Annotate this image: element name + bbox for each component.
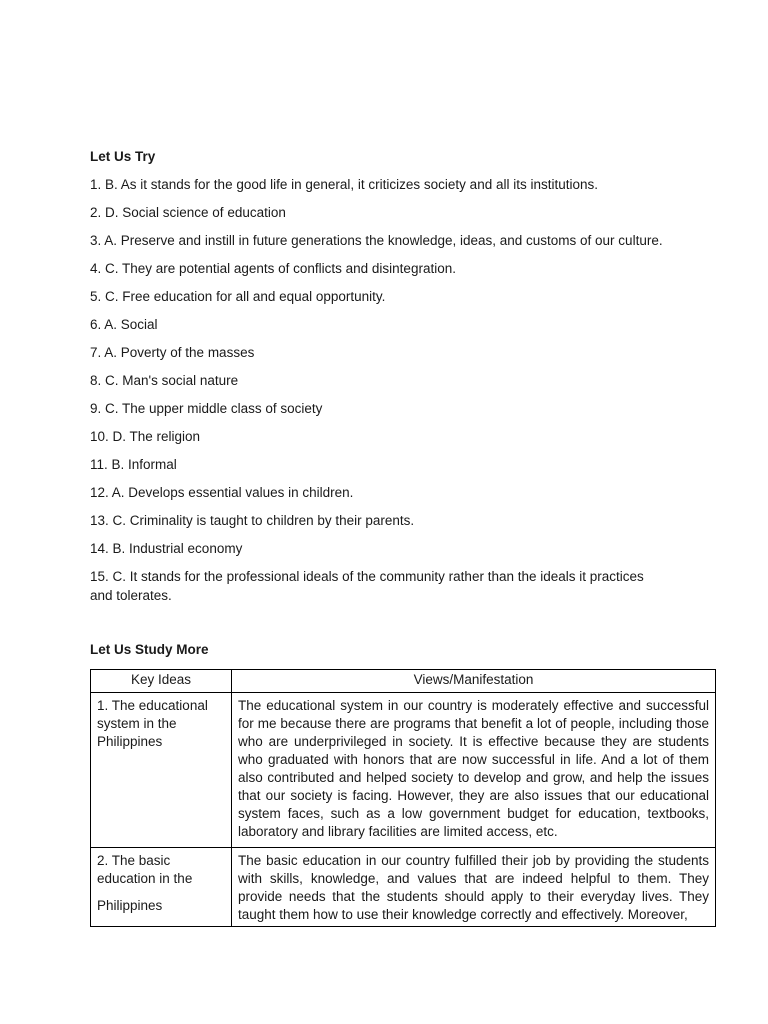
table-row	[91, 693, 716, 848]
key-idea-text-continued: Philippines	[97, 898, 163, 913]
column-header-views: Views/Manifestation	[232, 670, 716, 693]
answer-item: 7. A. Poverty of the masses	[90, 345, 255, 360]
answer-item: 14. B. Industrial economy	[90, 541, 243, 556]
answer-item: 10. D. The religion	[90, 429, 201, 444]
key-ideas-table	[90, 669, 716, 927]
answer-item: 15. C. It stands for the professional ideals of the community rather than the ideals it practices and tolerates.	[90, 569, 644, 603]
answer-item: 1. B. As it stands for the good life in general, it criticizes society and all its institutions.	[90, 177, 598, 192]
answer-item: 9. C. The upper middle class of society	[90, 401, 323, 416]
view-cell: The basic education in our country fulfilled their job by providing the students with skills, knowledge, and values that are indeed helpful to them. They provide needs that the students should apply to their everyday lives. They taught them how to use their knowledge correctly and effectively. Moreover,	[232, 848, 716, 927]
let-us-try-section	[90, 148, 715, 615]
key-idea-cell	[91, 848, 232, 927]
answer-list	[90, 176, 715, 605]
answer-item: 12. A. Develops essential values in children.	[90, 485, 354, 500]
key-idea-cell: 1. The educational system in the Philippines	[91, 693, 232, 848]
table-row	[91, 848, 716, 927]
answer-item: 2. D. Social science of education	[90, 205, 286, 220]
answer-item: 8. C. Man's social nature	[90, 373, 239, 388]
view-cell: The educational system in our country is moderately effective and successful for me because there are programs that benefit a lot of people, including those who are underprivileged in society. It is effective because they are students who graduated with honors that are now successful in life. And a lot of them also contributed and helped society to develop and grow, and help the issues that our society is facing. However, they are also issues that our educational system faces, such as a low government budget for education, textbooks, laboratory and library facilities are limited access, etc.	[232, 693, 716, 848]
answer-item: 4. C. They are potential agents of conflicts and disintegration.	[90, 261, 456, 276]
table-header-row	[91, 670, 716, 693]
answer-item: 11. B. Informal	[90, 457, 177, 472]
answer-item: 6. A. Social	[90, 317, 158, 332]
answer-item: 3. A. Preserve and instill in future generations the knowledge, ideas, and customs of our culture.	[90, 233, 663, 248]
let-us-try-heading: Let Us Try	[90, 149, 156, 164]
column-header-key-ideas: Key Ideas	[91, 670, 232, 693]
let-us-study-more-section	[90, 641, 715, 927]
key-idea-text: 2. The basic education in the	[97, 853, 193, 886]
answer-item: 13. C. Criminality is taught to children by their parents.	[90, 513, 415, 528]
let-us-study-more-heading: Let Us Study More	[90, 642, 209, 657]
answer-item: 5. C. Free education for all and equal opportunity.	[90, 289, 386, 304]
